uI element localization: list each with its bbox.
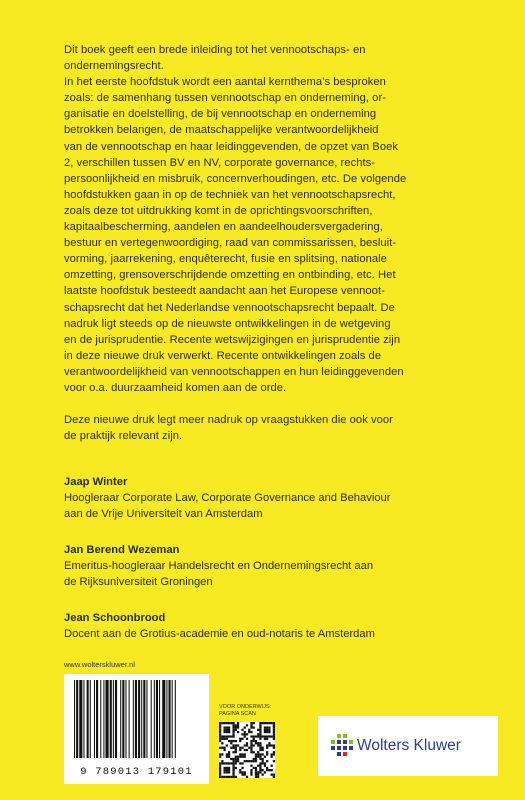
paragraph-gap (64, 396, 464, 412)
blurb-line: In het eerste hoofdstuk wordt een aantal kernthema’s besproken (64, 76, 386, 89)
blurb-line: 2, verschillen tussen BV en NV, corporate governance, rechts- (64, 156, 376, 169)
author-block (64, 610, 484, 642)
blurb-line: omzetting, grensoverschrijdende omzetting en ontbinding, etc. Het (64, 269, 396, 282)
blurb-line: kapitaalbescherming, aandelen en aandeelhoudersvergadering, (64, 221, 383, 234)
qr-label (219, 704, 289, 718)
blurb-line: laatste hoofdstuk besteedt aandacht aan het Europese vennoot- (64, 285, 385, 298)
blurb-line: zoals deze tot uitdrukking komt in de oprichtingsvoorschriften, (64, 204, 373, 217)
qr-label-line: PAGINA SCAN (219, 711, 256, 717)
author-role: Emeritus-hoogleraar Handelsrecht en Ondernemingsrecht aan (64, 560, 374, 573)
blurb-line: hoofdstukken gaan in op de techniek van het vennootschapsrecht, (64, 188, 396, 201)
author-role: Hoogleraar Corporate Law, Corporate Governance and Behaviour (64, 492, 391, 505)
wolters-kluwer-logo-icon (330, 733, 354, 757)
blurb-line: de praktijk relevant zijn. (64, 430, 183, 443)
blurb-line: schapsrecht dat het Nederlandse vennootschapsrecht bepaalt. De (64, 301, 395, 314)
publisher-logo (318, 716, 498, 776)
blurb-line: ganisatie en doelstelling, de bij vennootschap en onderneming (64, 108, 377, 121)
barcode-icon (64, 674, 209, 766)
blurb-line: betrokken belangen, de maatschappelijke verantwoordelijkheid (64, 124, 379, 137)
author-block (64, 542, 484, 591)
author-name: Jean Schoonbrood (64, 612, 166, 624)
blurb-line: ondernemingsrecht. (64, 60, 164, 73)
blurb-line: persoonlijkheid en misbruik, concernverhoudingen, etc. De volgende (64, 172, 407, 185)
author-name: Jaap Winter (64, 476, 128, 488)
logo-text: Wolters Kluwer (357, 737, 461, 754)
publisher-website: www.wolterskluwer.nl (64, 660, 135, 669)
author-block (64, 474, 484, 523)
blurb-line: van de vennootschap en haar leidinggevenden, de opzet van Boek (64, 140, 399, 153)
blurb-line: Deze nieuwe druk legt meer nadruk op vraagstukken die ook voor (64, 414, 393, 427)
barcode-digits: 9 789013 179101 (80, 766, 193, 778)
qr-code (219, 722, 275, 778)
author-role: aan de Vrije Universiteit van Amsterdam (64, 508, 263, 521)
author-name: Jan Berend Wezeman (64, 544, 180, 556)
blurb-line: nadruk ligt steeds op de nieuwste ontwikkelingen in de wetgeving (64, 317, 391, 330)
blurb-line: Dit boek geeft een brede inleiding tot het vennootschaps- en (64, 44, 366, 56)
blurb-line: zoals: de samenhang tussen vennootschap en onderneming, or- (64, 92, 387, 105)
blurb-line: voor o.a. duurzaamheid komen aan de orde. (64, 381, 287, 394)
isbn-barcode (64, 674, 209, 784)
blurb-text (64, 42, 464, 444)
blurb-line: verantwoordelijkheid van vennootschappen en hun leidinggevenden (64, 365, 404, 378)
qr-label-line: VOOR ONDERWIJS: (219, 704, 272, 710)
blurb-line: en de jurisprudentie. Recente wetswijzigingen en jurisprudentie zijn (64, 333, 401, 346)
author-role: de Rijksuniversiteit Groningen (64, 576, 213, 589)
blurb-line: in deze nieuwe druk verwerkt. Recente ontwikkelingen zoals de (64, 349, 382, 362)
blurb-line: vorming, jaarrekening, enquêterecht, fusie en splitsing, nationale (64, 253, 387, 266)
blurb-line: bestuur en vertegenwoordiging, raad van commissarissen, besluit- (64, 237, 397, 250)
author-role: Docent aan de Grotius-academie en oud-notaris te Amsterdam (64, 628, 375, 641)
qr-code-icon (219, 722, 275, 778)
